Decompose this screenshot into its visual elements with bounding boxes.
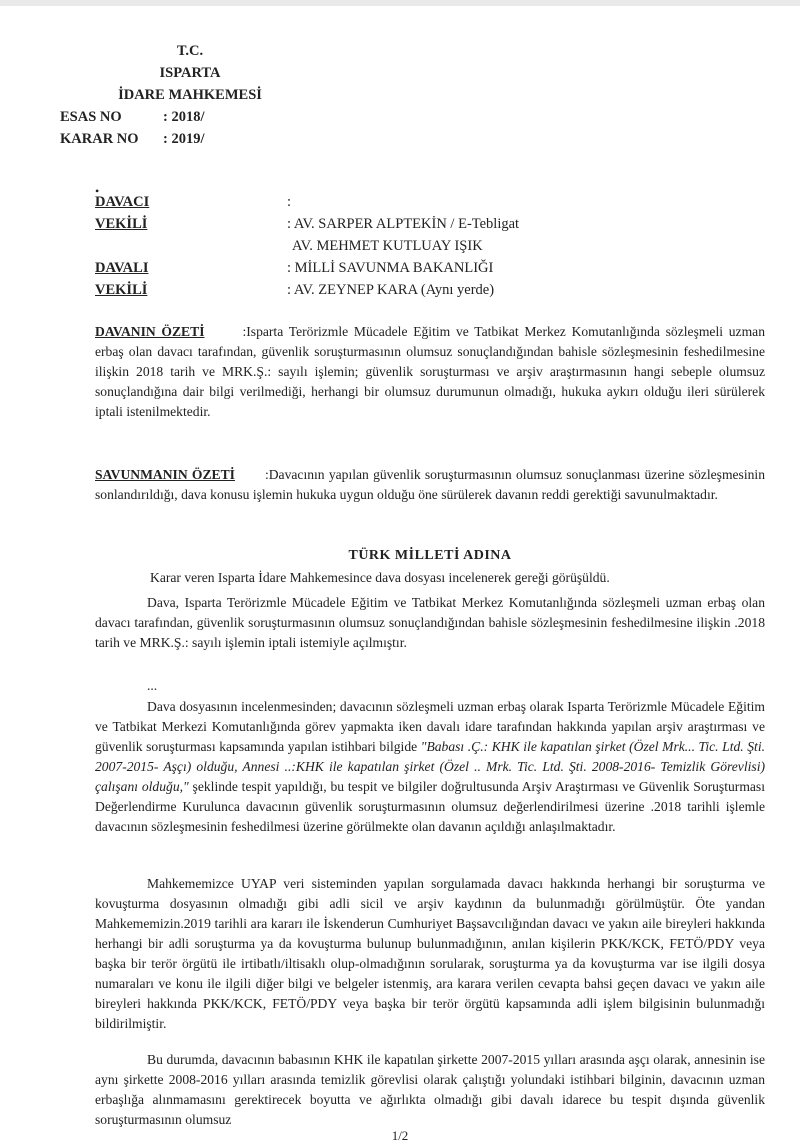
karar-value: : 2019/ [163,131,205,147]
header-court: İDARE MAHKEMESİ [118,87,262,103]
savunmanin-ozeti-text: :Davacının yapılan güvenlik soruşturmasının olumsuz sonuçlanması üzerine sözleşmesinin sonlandırıldığı, dava konusu işlemin hukuka uygun olduğu öne sürülerek davanın reddi gerektiği savunulmaktadır. [95,467,765,502]
page-number: 1/2 [391,1128,409,1143]
vekili1-row-2 [95,235,755,257]
parties-block [95,191,755,301]
davali-row [95,257,755,279]
esas-label: ESAS NO [60,109,122,125]
paragraph-5: Bu durumda, davacının babasının KHK ile kapatılan şirkette 2007-2015 yılları arasında aşçı olarak, annesinin ise aynı şirkette 2008-2016 yılları arasında temizlik görevlisi olarak çalıştığı yolundaki istihbari bilginin, davacının uzman erbaşlığa alınmamasını gerektirecek boyutta ve ağırlıkta olmadığı gibi davalı idarece bu tespit dışında güvenlik soruşturmasının olumsuz [95,1052,765,1127]
bullet-mark: • [95,184,100,198]
paragraph-3-end: şeklinde tespit yapıldığı, bu tespit ve bilgiler doğrultusunda Arşiv Araştırması ve Güvenlik Soruşturması Değerlendirme Kurulunca davacının güvenlik soruşturmasının olumsuz değerlendirilmesi üzerine .2018 tarihli işlemle davacının sözleşmesinin feshedilmesi üzerine görülmekte olan davanın açıldığı anlaşılmaktadır. [95,779,766,834]
court-header [60,40,320,150]
header-tc: T.C. [176,43,204,59]
vekili2-row [95,279,755,301]
paragraph-1 [95,568,765,588]
savunmanin-ozeti-label: SAVUNMANIN ÖZETİ [95,467,235,482]
davaci-value: : [287,194,292,210]
vekili1-value: : AV. SARPER ALPTEKİN / E-Tebligat [287,216,520,232]
karar-row [60,128,320,150]
davaci-label: DAVACI [95,194,150,210]
paragraph-3-quote: "Babası .Ç.: KHK ile kapatılan şirket (Özel Mrk... Tic. Ltd. Şti. 2007-2015- Aşçı) olduğu, Annesi ..:KHK ile kapatılan şirket (Özel .. Mrk. Tic. Ltd. Şti. 2008-2016- Temizlik Görevlisi) çalışanı olduğu," [95,739,765,794]
esas-value: : 2018/ [163,109,205,125]
ellipsis: ... [147,678,158,693]
davanin-ozeti-text: :Isparta Terörizmle Mücadele Eğitim ve Tatbikat Merkez Komutanlığında sözleşmeli uzman erbaş olan davacı tarafından, güvenlik soruşturmasının olumsuz sonuçlandığından bahisle sözleşmesinin feshedilmesine ilişkin 2018 tarih ve MRK.Ş.: sayılı işlemin; güvenlik soruşturması ve arşiv araştırmasının hangi sebeple olumsuz sonuçlandığına dair bilgi verilmediği, herhangi bir olumsuz durumunun olmadığı, hukuka aykırı olduğu ileri sürülerek iptali istenilmektedir. [95,324,765,419]
vekili2-label: VEKİLİ [95,282,148,298]
paragraph-3-start: Dava dosyasının incelenmesinden; davacının sözleşmeli uzman erbaş olarak Isparta Terörizmle Mücadele Eğitim ve Tatbikat Merkezi Komutanlığında görev yapmakta iken davalı idare tarafından hakkında yapılan arşiv araştırması ve güvenlik soruşturması kapsamında yapılan istihbari bilgide [95,699,765,754]
paragraph-3 [95,697,765,837]
savunmanin-ozeti-section [95,465,765,505]
davanin-ozeti-section [95,322,765,422]
header-city: ISPARTA [159,65,221,81]
davali-label: DAVALI [95,260,149,276]
page-top-edge [0,0,800,6]
davali-value: : MİLLİ SAVUNMA BAKANLIĞI [287,260,494,276]
davaci-row [95,191,755,213]
davanin-ozeti-label: DAVANIN ÖZETİ [95,324,205,339]
paragraph-4: Mahkememizce UYAP veri sisteminden yapılan sorgulamada davacı hakkında herhangi bir soruşturma ve kovuşturma dosyasının olmadığı gibi adli sicil ve arşiv kaydının da bulunmadığı görülmüştür. Öte yandan Mahkememizin.2019 tarihli ara kararı ile İskenderun Cumhuriyet Başsavcılığından davacı ve yakın aile bireyleri hakkında herhangi bir adli soruşturma ya da kovuşturma bulunup bulunmadığının, anılan kişilerin PKK/KCK, FETÖ/PDY veya başka bir terör örgütü ile irtibatlı/iltisaklı olup-olmadığının sorularak, soruşturma ya da kovuşturma var ise ilgili dosya numaraları ve konu ile ilgili diğer bilgi ve belgeler istenmiş, ara karara verilen cevapta bahsi geçen davacı ve yakın aile bireyleri hakkında PKK/KCK, FETÖ/PDY veya başka bir terör örgütü kapsamında adli işlem bilgisinin bulunmadığı bildirilmiştir. [95,876,765,1031]
vekili1-row [95,213,755,235]
esas-row [60,106,320,128]
vekili1-value-2: AV. MEHMET KUTLUAY IŞIK [292,238,483,254]
vekili1-label: VEKİLİ [95,216,148,232]
judgment-title: TÜRK MİLLETİ ADINA [348,548,512,563]
paragraph-2: Dava, Isparta Terörizmle Mücadele Eğitim ve Tatbikat Merkez Komutanlığında sözleşmeli uzman erbaş olan davacı tarafından, güvenlik soruşturmasının olumsuz sonuçlandığından bahisle sözleşmesinin feshedilmesine ilişkin .2018 tarih ve MRK.Ş.: sayılı işlemin iptali istemiyle açılmıştır. [95,595,765,650]
vekili2-value: : AV. ZEYNEP KARA (Aynı yerde) [287,282,495,298]
karar-label: KARAR NO [60,131,139,147]
paragraph-1-text: Karar veren Isparta İdare Mahkemesince dava dosyası incelenerek gereği görüşüldü. [150,570,610,585]
